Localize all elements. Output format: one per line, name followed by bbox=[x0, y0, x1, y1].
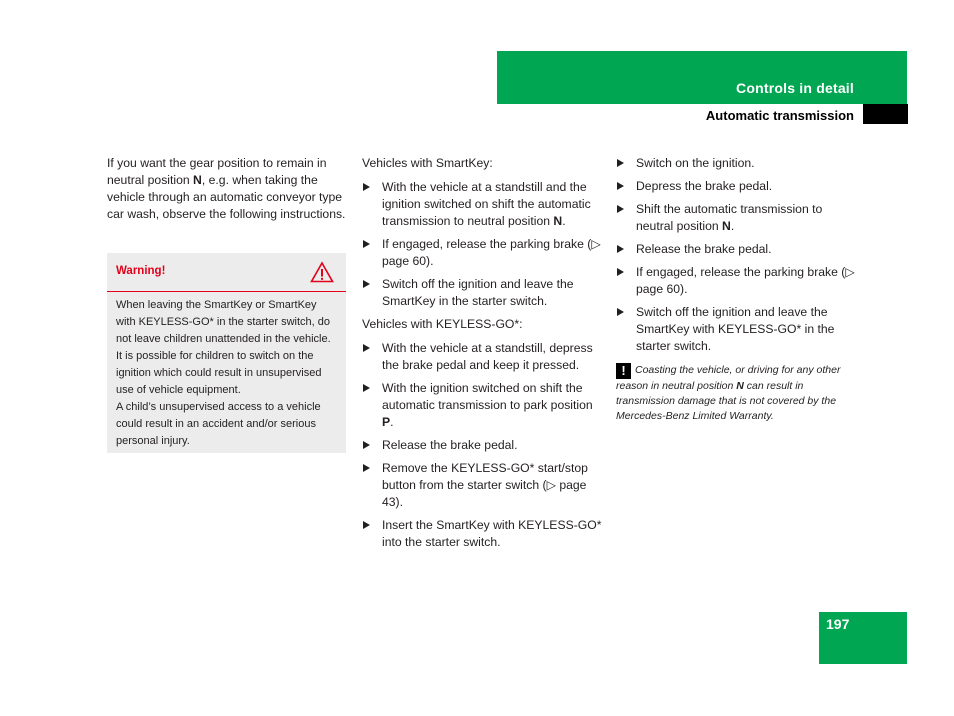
step-text: Release the brake pedal. bbox=[382, 438, 518, 452]
bullet-arrow-icon bbox=[617, 245, 624, 253]
step-text: Switch off the ignition and leave the SmartKey with KEYLESS-GO* in the starter switch. bbox=[636, 305, 835, 353]
bullet-arrow-icon bbox=[363, 240, 370, 248]
warning-title: Warning! bbox=[116, 265, 166, 277]
exclamation-icon: ! bbox=[616, 363, 631, 379]
column-2 bbox=[362, 155, 602, 557]
instruction-step bbox=[616, 304, 856, 355]
page-number: 197 bbox=[826, 616, 850, 632]
instruction-step bbox=[362, 517, 602, 551]
step-text: If engaged, release the parking brake (▷ page 60). bbox=[382, 237, 601, 268]
instruction-step bbox=[616, 264, 856, 298]
instruction-step bbox=[616, 155, 856, 172]
step-text-end: . bbox=[730, 219, 735, 233]
warning-paragraph: A child’s unsupervised access to a vehicle could result in an accident and/or serious personal injury. bbox=[116, 401, 321, 447]
bullet-arrow-icon bbox=[617, 268, 624, 276]
note-bold: N bbox=[736, 380, 744, 392]
step-text: Insert the SmartKey with KEYLESS-GO* into the starter switch. bbox=[382, 518, 602, 549]
column-3 bbox=[616, 155, 856, 424]
note-text: Coasting the vehicle, or driving for any other reason in neutral position bbox=[616, 364, 841, 392]
instruction-step bbox=[362, 380, 602, 431]
instruction-step bbox=[616, 178, 856, 195]
instruction-step bbox=[616, 201, 856, 235]
note-text-end: can result in transmission damage that is not covered by the Mercedes-Benz Limited Warranty. bbox=[616, 380, 837, 422]
step-bold: N bbox=[553, 214, 563, 228]
bullet-arrow-icon bbox=[363, 280, 370, 288]
keyless-heading: Vehicles with KEYLESS-GO*: bbox=[362, 317, 523, 331]
bullet-arrow-icon bbox=[617, 308, 624, 316]
intro-paragraph bbox=[107, 155, 347, 223]
step-text: Shift the automatic transmission to neutral position bbox=[636, 202, 823, 233]
section-title: Controls in detail bbox=[736, 80, 854, 96]
step-text: If engaged, release the parking brake (▷ page 60). bbox=[636, 265, 855, 296]
bullet-arrow-icon bbox=[363, 441, 370, 449]
instruction-step bbox=[362, 437, 602, 454]
subsection-title: Automatic transmission bbox=[705, 108, 854, 123]
step-text: With the vehicle at a standstill, depress the brake pedal and keep it pressed. bbox=[382, 341, 593, 372]
step-text: Switch on the ignition. bbox=[636, 156, 755, 170]
step-text-end: . bbox=[562, 214, 566, 228]
step-text: With the vehicle at a standstill and the ignition switched on shift the automatic transmission to neutral position bbox=[382, 180, 591, 228]
step-text: Release the brake pedal. bbox=[636, 242, 772, 256]
warning-triangle-icon bbox=[310, 261, 334, 283]
step-bold: P bbox=[382, 415, 391, 429]
step-bold: N bbox=[722, 219, 731, 233]
keyless-steps bbox=[362, 340, 602, 551]
column-1 bbox=[107, 155, 347, 229]
bullet-arrow-icon bbox=[363, 464, 370, 472]
smartkey-heading: Vehicles with SmartKey: bbox=[362, 156, 493, 170]
bullet-arrow-icon bbox=[363, 344, 370, 352]
step-text: Switch off the ignition and leave the SmartKey in the starter switch. bbox=[382, 277, 574, 308]
intro-text-end: , e.g. when taking the vehicle through an automatic conveyor type car wash, observe the following instructions. bbox=[107, 173, 346, 221]
caution-note bbox=[616, 363, 856, 424]
bullet-arrow-icon bbox=[617, 182, 624, 190]
instruction-step bbox=[362, 276, 602, 310]
bullet-arrow-icon bbox=[363, 384, 370, 392]
instruction-step bbox=[362, 236, 602, 270]
instruction-step bbox=[362, 179, 602, 230]
warning-box bbox=[107, 253, 346, 453]
warning-header bbox=[107, 253, 346, 292]
bullet-arrow-icon bbox=[363, 521, 370, 529]
step-text: Depress the brake pedal. bbox=[636, 179, 773, 193]
smartkey-steps bbox=[362, 179, 602, 310]
instruction-step bbox=[616, 241, 856, 258]
instruction-step bbox=[362, 460, 602, 511]
bullet-arrow-icon bbox=[363, 183, 370, 191]
instruction-step bbox=[362, 340, 602, 374]
intro-text: If you want the gear position to remain in neutral position bbox=[107, 156, 327, 187]
header-band bbox=[497, 51, 907, 104]
intro-bold: N bbox=[193, 173, 202, 187]
subsection-tab-marker bbox=[863, 104, 908, 124]
bullet-arrow-icon bbox=[617, 159, 624, 167]
bullet-arrow-icon bbox=[617, 205, 624, 213]
step-text-end: . bbox=[390, 415, 394, 429]
step-text: Remove the KEYLESS-GO* start/stop button from the starter switch (▷ page 43). bbox=[382, 461, 588, 509]
warning-body bbox=[107, 292, 346, 450]
warning-paragraph: When leaving the SmartKey or SmartKey with KEYLESS-GO* in the starter switch, do not leave children unattended in the vehicle. It is possible for children to switch on the ignition which could result in unsupervised use of vehicle equipment. bbox=[116, 299, 331, 396]
col3-steps bbox=[616, 155, 856, 355]
step-text: With the ignition switched on shift the automatic transmission to park position bbox=[382, 381, 593, 412]
